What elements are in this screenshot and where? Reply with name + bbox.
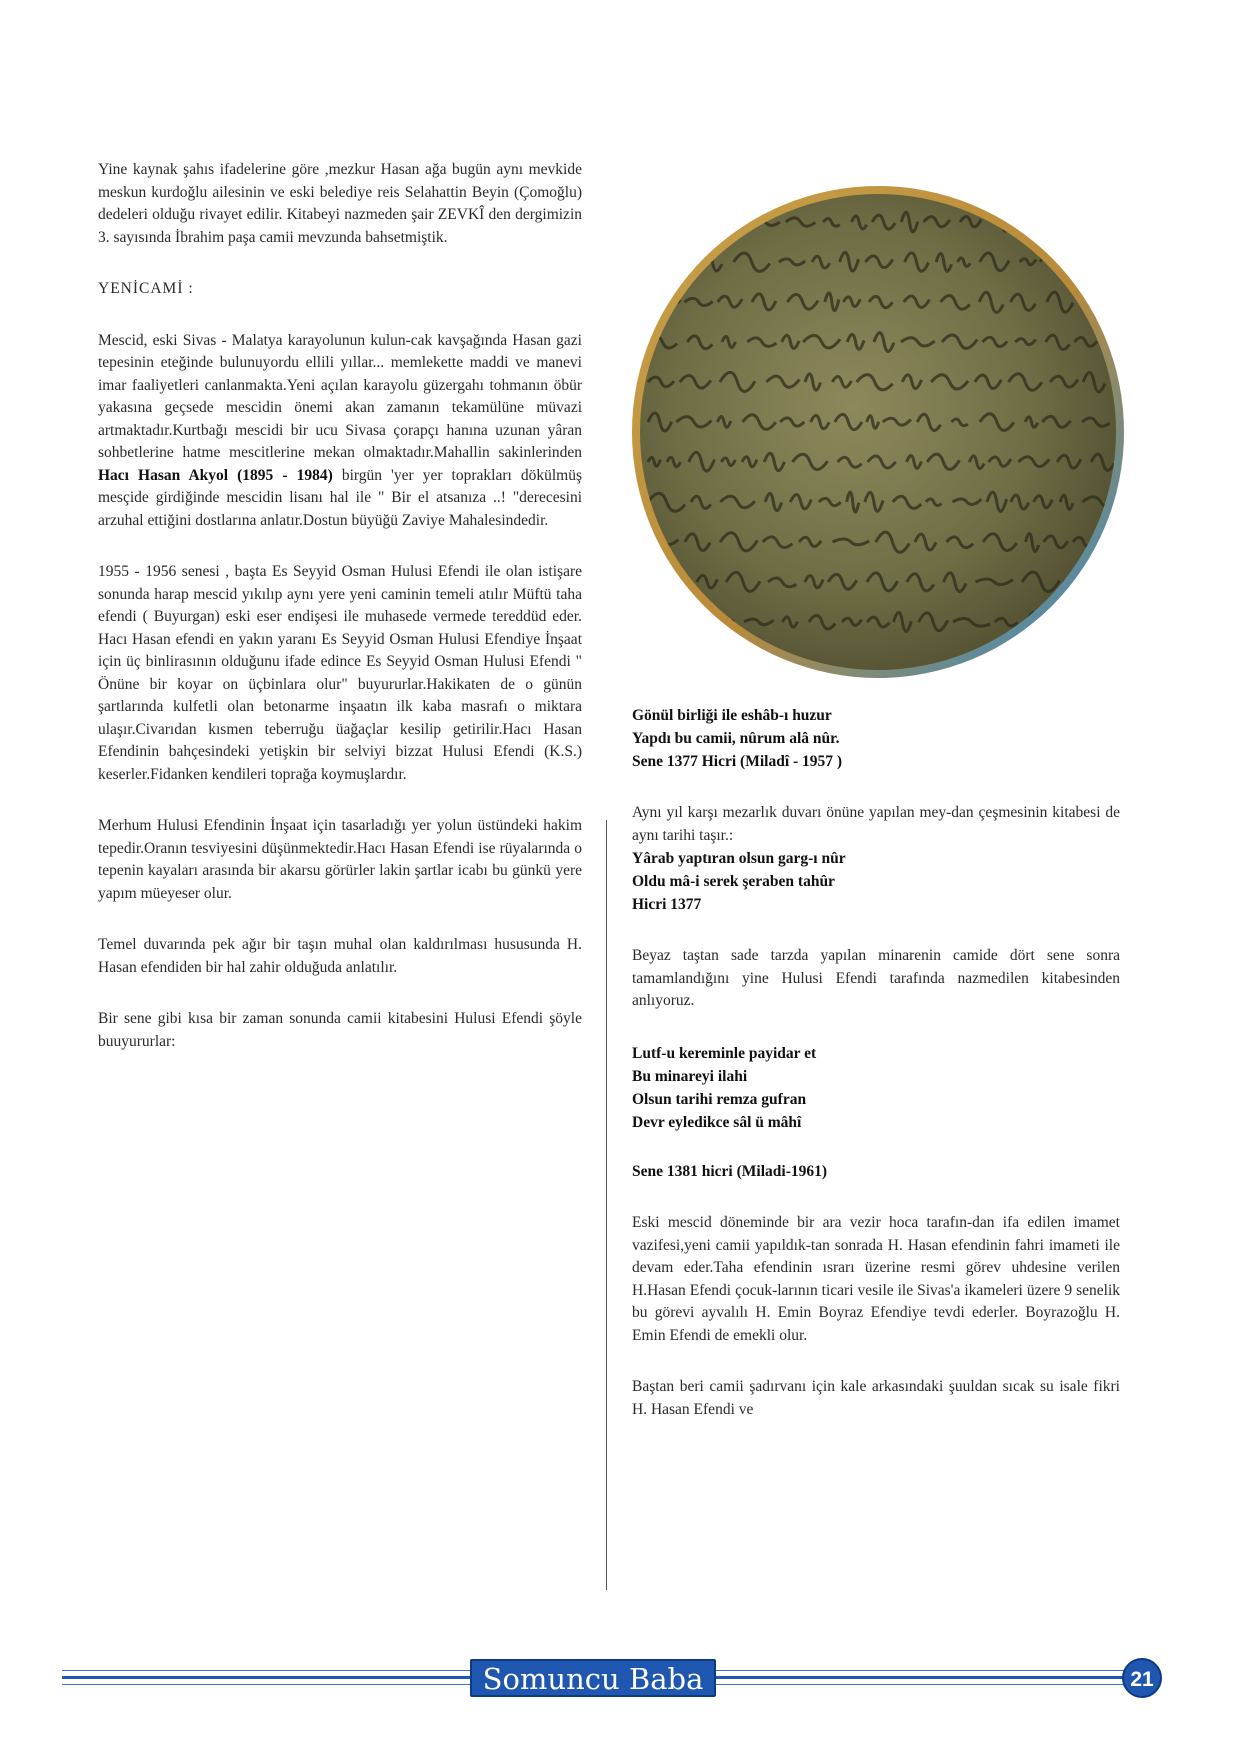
verse-line: Gönül birliği ile eshâb-ı huzur: [632, 707, 832, 724]
verse-line: Hicri 1377: [632, 896, 702, 913]
paragraph: Baştan beri camii şadırvanı için kale arkasındaki şuuldan sıcak su isale fikri H. Hasan Efendi ve: [632, 1378, 1120, 1418]
script-stroke: [1054, 217, 1070, 226]
script-stroke: [679, 215, 703, 228]
paragraph: [98, 330, 582, 533]
right-column: [632, 704, 1120, 1450]
paragraph: Aynı yıl karşı mezarlık duvarı önüne yapılan mey-dan çeşmesinin kitabesi de aynı tarihi taşır.:: [632, 804, 1120, 844]
script-stroke: [648, 253, 671, 271]
script-stroke: [1055, 616, 1080, 628]
script-stroke: [1108, 578, 1123, 587]
script-stroke: [1096, 217, 1128, 227]
script-stroke: [648, 578, 669, 586]
minaret-inscription-verse: [632, 1042, 1120, 1134]
section-heading: YENİCAMİ :: [98, 280, 194, 297]
paragraph: Merhum Hulusi Efendinin İnşaat için tasarladığı yer yolun üstündeki hakim tepedir.Oranın tesviyesini düşünmektedir.Hacı Hasan Efendi ise rüyalarında o tepenin kayaları arasında bir akarsu görürler lakin şartlar icabı bu günkü yere yapım müeyeser olur.: [98, 817, 582, 902]
verse-line: Bu minareyi ilahi: [632, 1067, 748, 1085]
footer-bar: [62, 1658, 1170, 1698]
left-column: [98, 159, 582, 1082]
person-name: Hacı Hasan Akyol (1895 - 1984): [98, 466, 333, 484]
paragraph-text: birgün 'yer yer toprakları dökülmüş mesçide girdiğinde mescidin lisanı hal ile " Bir el atsanıza ..! "derecesini arzuhal ettiğini dostlarına anlatır.Dostun büyüğü Zaviye Mahalesindedir.: [98, 466, 583, 529]
verse-line: Olsun tarihi remza gufran: [632, 1090, 807, 1108]
verse-line: Yârab yaptıran olsun garg-ı nûr: [632, 850, 846, 867]
verse-line: Oldu mâ-i serek şeraben tahûr: [632, 873, 835, 890]
verse-line: Yapdı bu camii, nûrum alâ nûr.: [632, 730, 840, 747]
paragraph: Temel duvarında pek ağır bir taşın muhal olan kaldırılması hususunda H. Hasan efendiden bir hal zahir olduğuda anlatılır.: [98, 936, 582, 976]
script-stroke: [648, 215, 673, 228]
verse-line: Lutf-u kereminle payidar et: [632, 1044, 817, 1062]
page-number: 21: [1122, 1658, 1162, 1698]
script-stroke: [1071, 259, 1096, 265]
paragraph: Yine kaynak şahıs ifadelerine göre ,mezkur Hasan ağa bugün aynı mevkide meskun kurdoğlu ailesinin ve eski belediye reis Selahattin Beyin (Çomoğlu) dedeleri olduğu rivayet edilir. Kitabeyi nazmeden şair ZEVKÎ den dergimizin 3. sayısında İbrahim paşa camii mevzunda bahsetmiştik.: [98, 161, 582, 246]
inscription-photo: [628, 182, 1128, 682]
verse-line: Devr eyledikce sâl ü mâhî: [632, 1113, 802, 1131]
script-stroke: [1017, 216, 1045, 228]
mosque-inscription-verse: [632, 704, 1120, 773]
paragraph: 1955 - 1956 senesi , başta Es Seyyid Osman Hulusi Efendi ile olan istişare sonunda harap mescid yıkılıp aynı yere yeni caminin temeli atılır Müftü taha efendi ( Buyurgan) eski eser endişesi ile muhasede vermede tereddüd eder. Hacı Hasan efendi en yakın yaranı Es Seyyid Osman Hulusi Efendiye İnşaat için üç binlirasının olduğunu ifade edince Es Seyyid Osman Hulusi Efendi " Önüne bir koyar on üçbinlara olur" buyururlar.Hakikaten de o günün şartlarında kulfetli olan betonarme inşaatın ilk kaba masrafı o miktara ulaşır.Civarıdan kısmen teberruğu üağaçlar kesilip getirilir.Hacı Hasan Efendinin bahçesindeki yetişkin bir selviyi bizzat Hulusi Efendi (K.S.) keserler.Fidanken kendileri toprağa koymuşlardır.: [98, 563, 582, 783]
script-stroke: [1091, 614, 1124, 629]
script-stroke: [1104, 257, 1118, 268]
paragraph-text: Mescid, eski Sivas - Malatya karayolunun kulun-cak kavşağında Hasan gazi tepesinin eteğinde bulunuyordu ellili yıllar... memlekette maddi ve manevi imar faaliyetleri canlanmakta.Yeni açılan karayolu güzergahı tohmanın öbür yakasına geçsede mescidin önemi akan zamanın tekamülüne müvazi artmaktadır.Kurtbağı mescidi bir ucu Sivasa çorapçı hanına uzunan yâran sohbetlerine hatme mescitlerine mekan olmaktadır.Mahallin sakinlerinden: [98, 331, 582, 461]
script-stroke: [674, 615, 698, 629]
script-stroke: [713, 216, 740, 227]
magazine-title: Somuncu Baba: [470, 1659, 716, 1697]
paragraph: Eski mescid döneminde bir ara vezir hoca tarafın-dan ifa edilen imamet vazifesi,yeni camii yapıldık-tan sonrada H. Hasan efendinin fahri imameti ile devam eder.Taha efendinin ısrarı üzerine resmi görev uhdesine verilen H.Hasan Efendi çocuk-larının ticari vesile ile Sivas'a ikameleri üzere 9 senelik bu görevi ayvalılı H. Emin Boyraz Efendiye tevdi ederler. Boyrazoğlu H. Emin Efendi de emekli olur.: [632, 1214, 1120, 1344]
fountain-inscription-verse: [632, 847, 1120, 916]
script-stroke: [679, 257, 698, 267]
column-divider: [606, 820, 607, 1590]
paragraph: Beyaz taştan sade tarzda yapılan minarenin camide dört sene sonra tamamlandığını yine Hulusi Efendi tarafında nazmedilen kitabesinden anlıyoruz.: [632, 947, 1120, 1009]
script-stroke: [648, 613, 663, 631]
script-stroke: [1074, 216, 1087, 228]
date-line: Sene 1381 hicri (Miladi-1961): [632, 1162, 828, 1180]
script-stroke: [1100, 538, 1116, 546]
verse-line: Sene 1377 Hicri (Miladî - 1957 ): [632, 753, 843, 770]
paragraph: Bir sene gibi kısa bir zaman sonunda camii kitabesini Hulusi Efendi şöyle buuyururlar:: [98, 1010, 582, 1050]
